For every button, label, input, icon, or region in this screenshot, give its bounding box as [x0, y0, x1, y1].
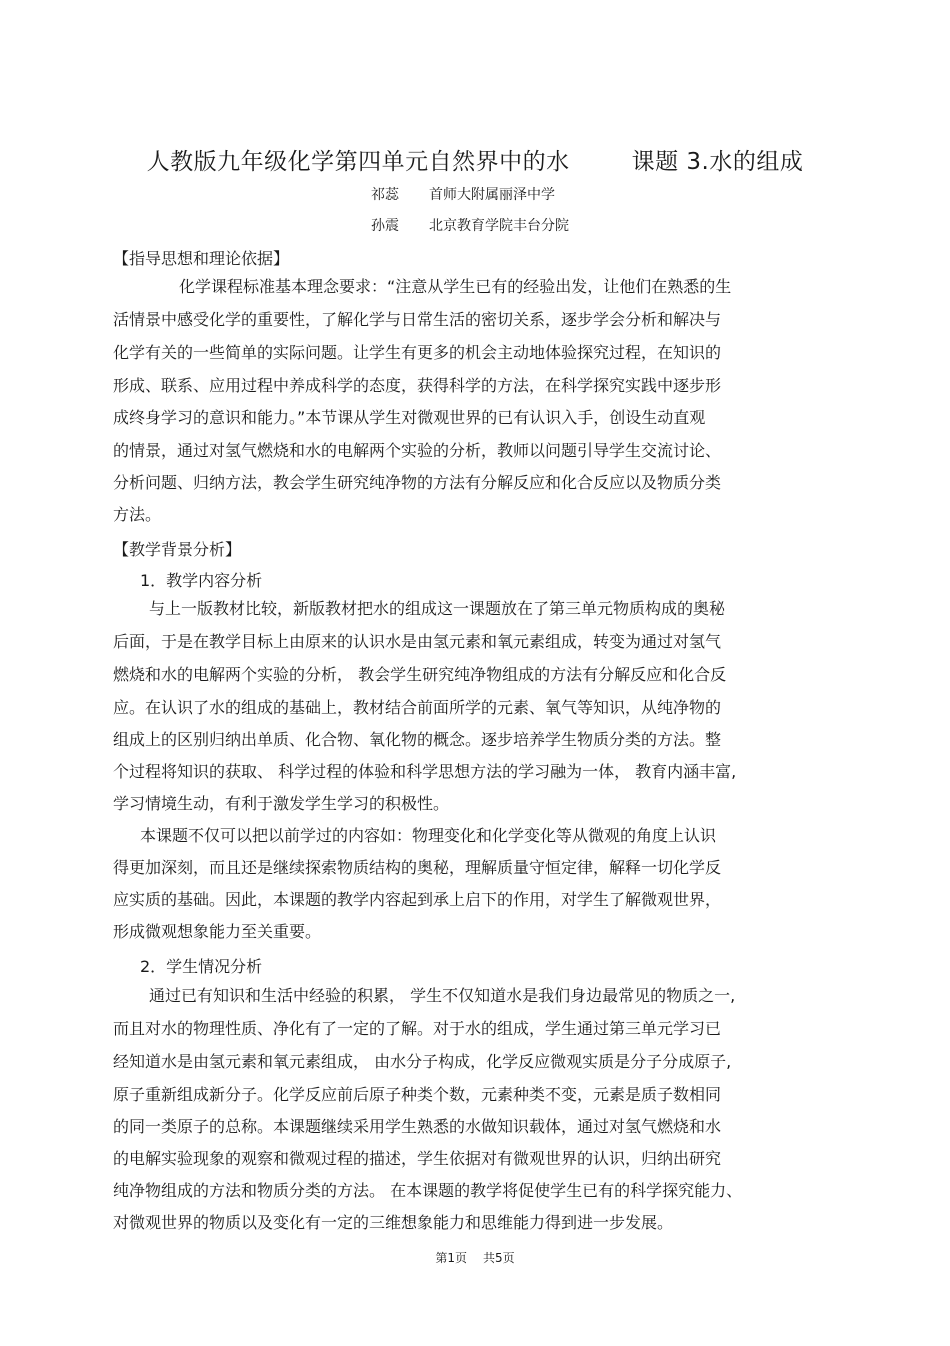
- title-main: 人教版九年级化学第四单元自然界中的水: [146, 149, 570, 175]
- paragraph-line: 分析问题、归纳方法，教会学生研究纯净物的方法有分解反应和化合反应以及物质分类: [113, 473, 722, 492]
- document-title: [0, 143, 950, 176]
- paragraph-line: 与上一版教材比较，新版教材把水的组成这一课题放在了第三单元物质构成的奥秘: [149, 599, 726, 618]
- paragraph-line: 燃烧和水的电解两个实验的分析， 教会学生研究纯净物组成的方法有分解反应和化合反: [113, 665, 727, 684]
- paragraph-line: 形成、联系、应用过程中养成科学的态度，获得科学的方法，在科学探究实践中逐步形: [113, 376, 722, 395]
- paragraph-line: 的情景，通过对氢气燃烧和水的电解两个实验的分析，教师以问题引导学生交流讨论、: [113, 441, 722, 460]
- title-lesson: 课题 3.水的组成: [631, 149, 804, 175]
- paragraph-line: 学习情境生动，有利于激发学生学习的积极性。: [113, 794, 450, 813]
- paragraph-line: 的同一类原子的总称。本课题继续采用学生熟悉的水做知识载体，通过对氢气燃烧和水: [113, 1117, 722, 1136]
- paragraph-line: 后面，于是在教学目标上由原来的认识水是由氢元素和氧元素组成，转变为通过对氢气: [113, 632, 722, 651]
- paragraph-line: 活情景中感受化学的重要性，了解化学与日常生活的密切关系，逐步学会分析和解决与: [113, 310, 722, 329]
- paragraph-line: 对微观世界的物质以及变化有一定的三维想象能力和思维能力得到进一步发展。: [113, 1213, 674, 1232]
- paragraph-line: 纯净物组成的方法和物质分类的方法。 在本课题的教学将促使学生已有的科学探究能力、: [113, 1181, 743, 1200]
- paragraph-line: 而且对水的物理性质、净化有了一定的了解。对于水的组成，学生通过第三单元学习已: [113, 1019, 722, 1038]
- paragraph-line: 应。在认识了水的组成的基础上，教材结合前面所学的元素、氧气等知识，从纯净物的: [113, 698, 722, 717]
- paragraph-line: 原子重新组成新分子。化学反应前后原子种类个数，元素种类不变，元素是质子数相同: [113, 1085, 722, 1104]
- page-number: 第1页: [435, 1251, 467, 1265]
- paragraph-line: 个过程将知识的获取、 科学过程的体验和科学思想方法的学习融为一体， 教育内涵丰富,: [113, 762, 737, 781]
- page-total: 共5页: [483, 1251, 515, 1265]
- paragraph-line: 得更加深刻，而且还是继续探索物质结构的奥秘，理解质量守恒定律，解释一切化学反: [113, 858, 722, 877]
- page-footer: [0, 1249, 950, 1266]
- paragraph-line: 化学课程标准基本理念要求：“注意从学生已有的经验出发，让他们在熟悉的生: [179, 277, 732, 296]
- author-line-2: [371, 215, 569, 235]
- paragraph-line: 经知道水是由氢元素和氧元素组成， 由水分子构成，化学反应微观实质是分子分成原子,: [113, 1052, 732, 1071]
- paragraph-line: 方法。: [113, 505, 162, 524]
- section-heading: 【教学背景分析】: [113, 540, 242, 559]
- paragraph-line: 本课题不仅可以把以前学过的内容如：物理变化和化学变化等从微观的角度上认识: [140, 826, 717, 845]
- paragraph-line: 的电解实验现象的观察和微观过程的描述，学生依据对有微观世界的认识，归纳出研究: [113, 1149, 722, 1168]
- subsection-heading: 1．教学内容分析: [140, 571, 263, 590]
- paragraph-line: 应实质的基础。因此，本课题的教学内容起到承上启下的作用，对学生了解微观世界，: [113, 890, 722, 909]
- paragraph-line: 成终身学习的意识和能力。”本节课从学生对微观世界的已有认识入手，创设生动直观: [113, 408, 706, 427]
- paragraph-line: 形成微观想象能力至关重要。: [113, 922, 322, 941]
- author-line-1: [371, 184, 555, 204]
- author-name: 孙震: [371, 218, 399, 234]
- author-affiliation: 北京教育学院丰台分院: [429, 218, 569, 234]
- paragraph-line: 组成上的区别归纳出单质、化合物、氧化物的概念。逐步培养学生物质分类的方法。整: [113, 730, 722, 749]
- author-affiliation: 首师大附属丽泽中学: [429, 187, 555, 203]
- section-heading: 【指导思想和理论依据】: [113, 249, 290, 268]
- paragraph-line: 通过已有知识和生活中经验的积累， 学生不仅知道水是我们身边最常见的物质之一,: [149, 986, 736, 1005]
- subsection-heading: 2．学生情况分析: [140, 957, 263, 976]
- paragraph-line: 化学有关的一些简单的实际问题。让学生有更多的机会主动地体验探究过程，在知识的: [113, 343, 722, 362]
- author-name: 祁蕊: [371, 187, 399, 203]
